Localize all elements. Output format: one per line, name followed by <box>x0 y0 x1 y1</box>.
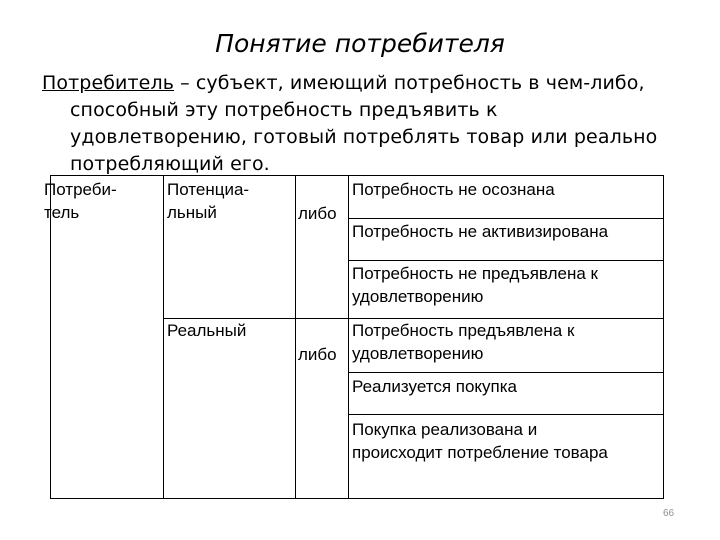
slide-title: Понятие потребителя <box>215 29 505 58</box>
table-column-divider-2 <box>295 176 296 498</box>
definition-line-1-rest: – субъект, имеющий потребность в чем-либо, <box>174 72 645 94</box>
purchase-done-line-1: Покупка реализована и <box>352 420 538 439</box>
page-number: 66 <box>663 508 675 519</box>
definition-line-3: удовлетворению, готовый потреблять товар или реально <box>70 126 658 148</box>
need-unaware-cell: Потребность не осознана <box>352 180 555 199</box>
need-presented-line-2: удовлетворению <box>352 344 484 363</box>
consumer-label-line-2: тель <box>44 203 80 222</box>
definition-line-1 <box>42 70 702 97</box>
table-row-divider-5 <box>348 414 663 415</box>
potential-label-line-2: льный <box>167 203 217 222</box>
purchase-in-progress-cell: Реализуется покупка <box>352 377 518 396</box>
table-row-divider-4 <box>348 372 663 373</box>
definition-line-2: способный эту потребность предъявить к <box>70 99 498 121</box>
need-presented-line-1: Потребность предъявлена к <box>352 321 575 340</box>
either-connector-real: либо <box>298 345 337 364</box>
definition-line-4: потребляющий его. <box>70 153 270 175</box>
need-not-presented-line-2: удовлетворению <box>352 287 484 306</box>
real-label: Реальный <box>167 321 247 340</box>
table-row-divider-1 <box>348 218 663 219</box>
need-not-presented-line-1: Потребность не предъявлена к <box>352 264 598 283</box>
table-row-divider-2 <box>348 260 663 261</box>
table-column-divider-3 <box>348 176 349 498</box>
consumer-definition <box>42 70 702 178</box>
definition-term: Потребитель <box>42 72 174 94</box>
either-connector-potential: либо <box>298 204 337 223</box>
consumer-label-line-1: Потреби- <box>44 180 117 199</box>
table-column-divider-1 <box>163 176 164 498</box>
potential-label-line-1: Потенциа- <box>167 180 250 199</box>
purchase-done-line-2: происходит потребление товара <box>352 443 608 462</box>
need-inactive-cell: Потребность не активизирована <box>352 222 609 241</box>
